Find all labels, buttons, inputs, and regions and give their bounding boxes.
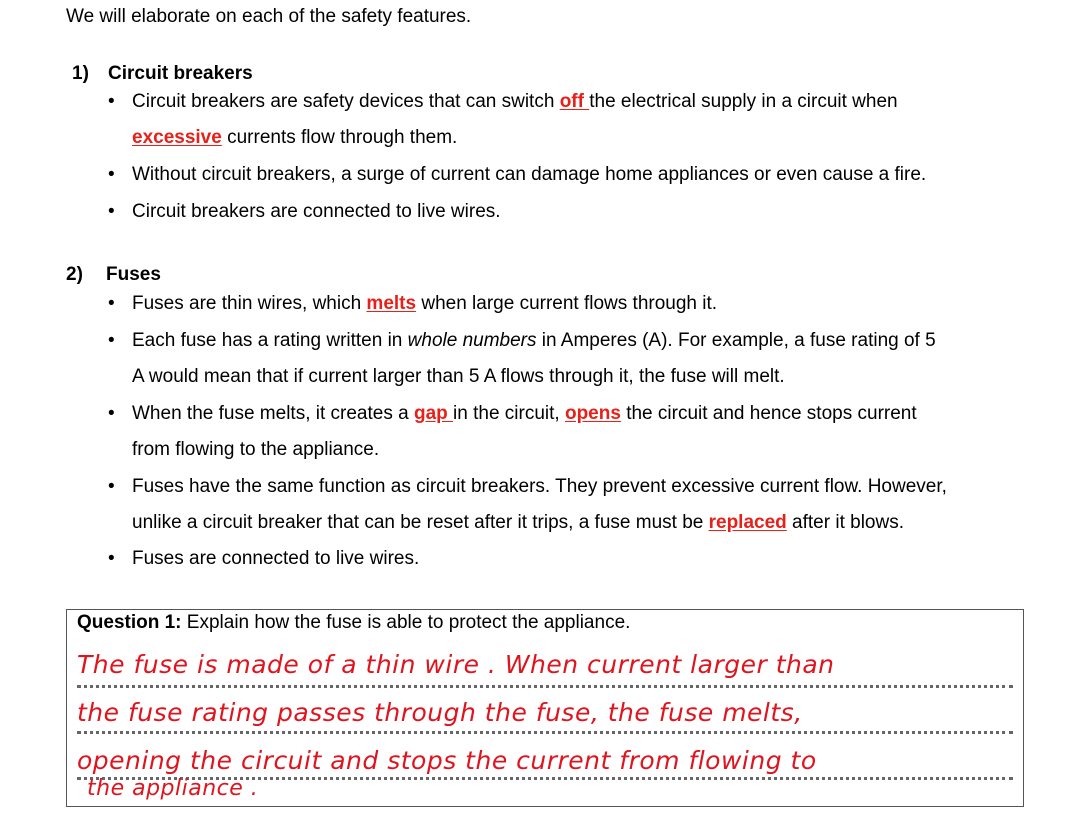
- section-heading-circuit-breakers: [72, 63, 253, 85]
- section-heading-fuses: [66, 264, 161, 286]
- bullet-text: currents flow through them.: [221, 127, 458, 148]
- bullet-dot: •: [108, 164, 115, 185]
- bullet-item: [108, 469, 1028, 541]
- bullet-text: after it blows.: [786, 512, 904, 533]
- bullet-text: Without circuit breakers, a surge of current can damage home appliances or even cause a fire.: [132, 164, 927, 185]
- bullet-text: A would mean that if current larger than 5 A flows through it, the fuse will melt.: [132, 366, 785, 387]
- bullet-text: unlike a circuit breaker that can be reset after it trips, a fuse must be: [132, 512, 709, 533]
- handwritten-answer-line: the appliance .: [87, 776, 259, 801]
- keyword: opens: [564, 403, 621, 424]
- answer-line: [77, 685, 1013, 688]
- intro-text: We will elaborate on each of the safety features.: [66, 6, 472, 27]
- bullet-text: Fuses have the same function as circuit breakers. They prevent excessive current flow. However,: [132, 476, 947, 497]
- question-text: Explain how the fuse is able to protect the appliance.: [181, 612, 631, 633]
- bullet-item: [108, 323, 1028, 395]
- handwritten-answer-line: opening the circuit and stops the current from flowing to: [77, 746, 817, 775]
- emphasis-text: whole numbers: [407, 330, 537, 351]
- bullet-text: Circuit breakers are connected to live wires.: [132, 201, 501, 222]
- bullet-item: [108, 157, 1028, 193]
- bullet-text: in Amperes (A). For example, a fuse rating of 5: [536, 330, 936, 351]
- handwritten-answer-line: The fuse is made of a thin wire . When current larger than: [77, 650, 835, 679]
- question-label: Question 1:: [77, 612, 182, 633]
- keyword: excessive: [132, 127, 222, 148]
- bullet-text: When the fuse melts, it creates a: [132, 403, 414, 424]
- question-box: [66, 609, 1024, 807]
- bullet-dot: •: [108, 403, 115, 424]
- bullet-item: [108, 84, 1028, 156]
- bullet-text: Fuses are thin wires, which: [132, 293, 367, 314]
- handwritten-answer-line: the fuse rating passes through the fuse, the fuse melts,: [77, 698, 803, 727]
- section-number: 2): [66, 264, 83, 285]
- bullet-dot: •: [108, 201, 115, 222]
- section-title: Circuit breakers: [108, 63, 253, 84]
- bullet-item: [108, 541, 1028, 577]
- bullet-dot: •: [108, 293, 115, 314]
- bullet-text: Each fuse has a rating written in: [132, 330, 408, 351]
- keyword: replaced: [708, 512, 787, 533]
- section-number: 1): [72, 63, 89, 84]
- bullet-text: Fuses are connected to live wires.: [132, 548, 420, 569]
- bullet-dot: •: [108, 476, 115, 497]
- bullet-text: the electrical supply in a circuit when: [589, 91, 898, 112]
- bullet-item: [108, 286, 1028, 322]
- section-title: Fuses: [106, 264, 161, 285]
- bullet-dot: •: [108, 91, 115, 112]
- bullet-dot: •: [108, 548, 115, 569]
- keyword: gap: [413, 403, 454, 424]
- keyword: off: [559, 91, 590, 112]
- bullet-text: Circuit breakers are safety devices that can switch: [132, 91, 560, 112]
- bullet-dot: •: [108, 330, 115, 351]
- bullet-text: from flowing to the appliance.: [132, 439, 380, 460]
- question-prompt: [77, 612, 630, 634]
- bullet-text: the circuit and hence stops current: [620, 403, 917, 424]
- bullet-text: when large current flows through it.: [416, 293, 718, 314]
- answer-line: [77, 731, 1013, 734]
- keyword: melts: [366, 293, 417, 314]
- bullet-item: [108, 396, 1028, 468]
- bullet-item: [108, 194, 1028, 230]
- bullet-text: in the circuit,: [453, 403, 565, 424]
